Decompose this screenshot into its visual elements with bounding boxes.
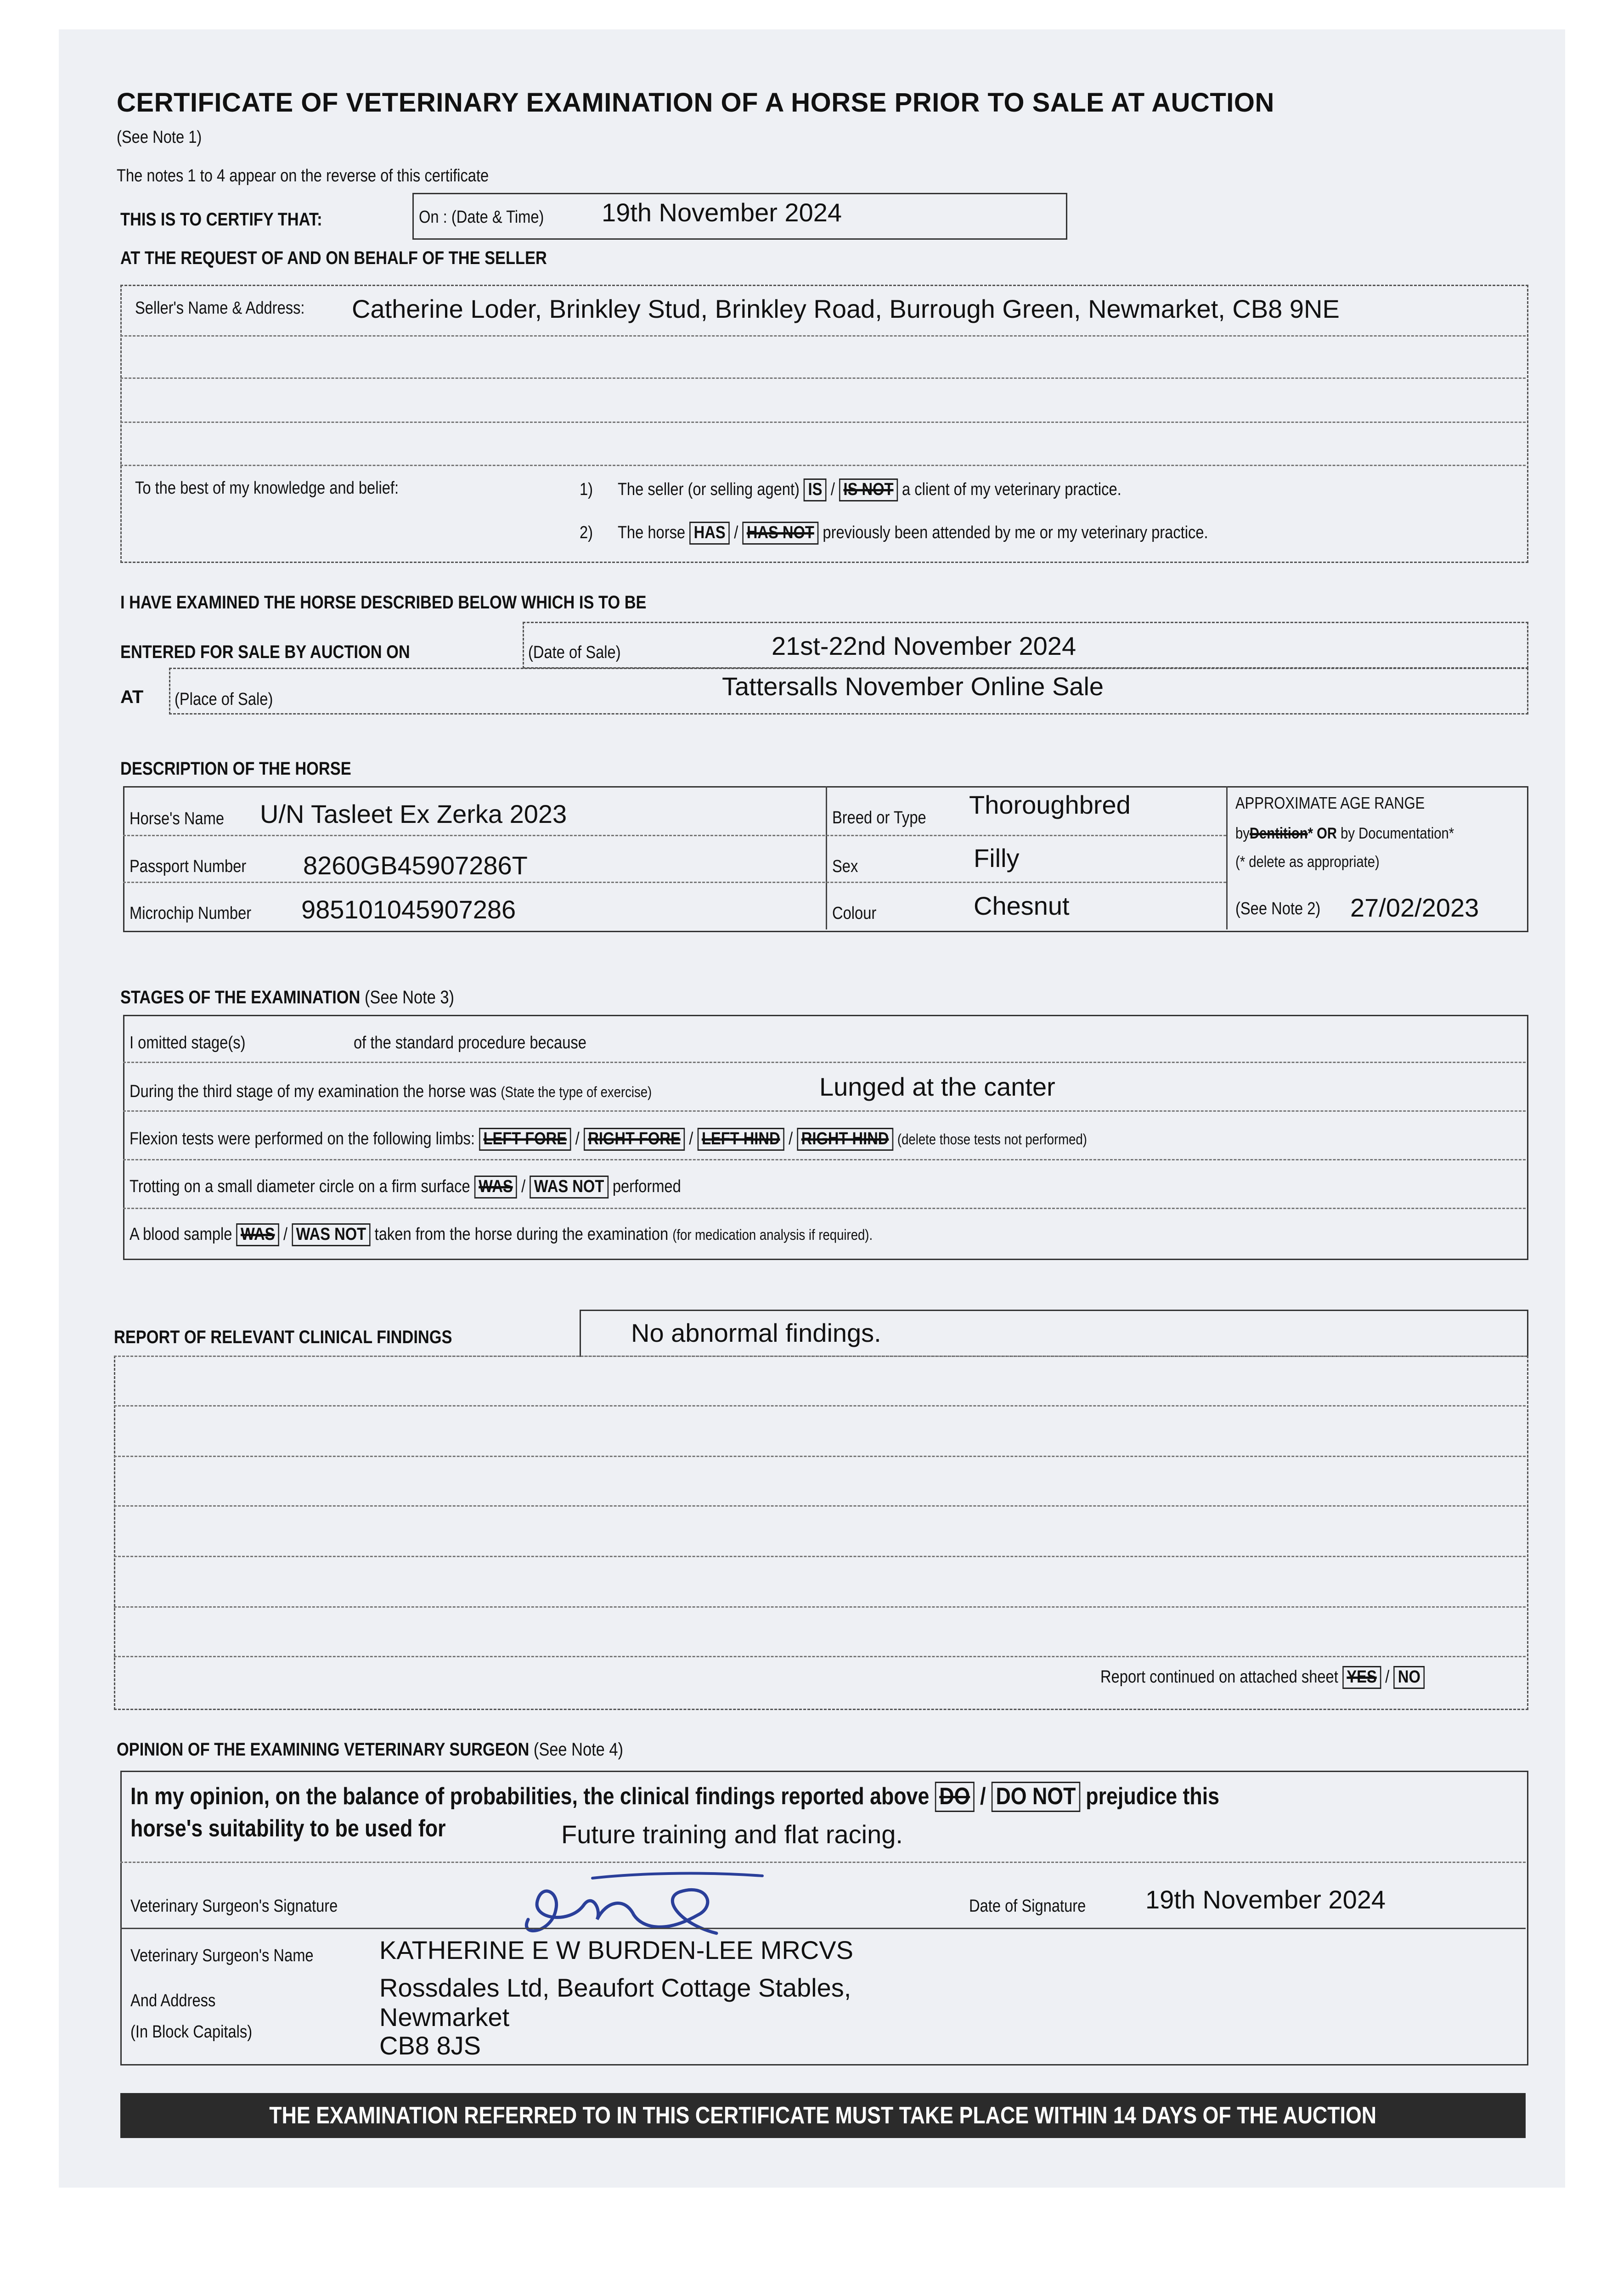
item2-post: previously been attended by me or my veterinary practice.	[823, 523, 1208, 542]
opinion-do-option[interactable]: DO	[935, 1782, 975, 1812]
flexion-slash-3: /	[789, 1129, 793, 1148]
blood-slash: /	[283, 1225, 288, 1244]
at-label: AT	[120, 687, 144, 707]
age-method-row	[1235, 825, 1454, 843]
date-signature-value: 19th November 2024	[1145, 1885, 1386, 1914]
horse-name-value: U/N Tasleet Ex Zerka 2023	[260, 799, 567, 828]
date-of-sale-label: (Date of Sale)	[528, 643, 621, 662]
opinion-line-2: horse's suitability to be used for	[130, 1815, 446, 1842]
knowledge-label: To the best of my knowledge and belief:	[135, 478, 399, 498]
age-dentition-option[interactable]: Dentition	[1249, 825, 1308, 842]
flexion-row	[130, 1128, 1087, 1151]
age-heading: APPROXIMATE AGE RANGE	[1235, 793, 1425, 812]
item1-row	[580, 478, 1121, 501]
on-label: On : (Date & Time)	[419, 208, 544, 227]
age-documentation-option[interactable]: by Documentation*	[1341, 825, 1454, 842]
item2-text: The horse	[617, 523, 686, 542]
signature-label: Veterinary Surgeon's Signature	[130, 1896, 338, 1916]
trotting-label: Trotting on a small diameter circle on a firm surface	[130, 1177, 470, 1196]
seller-line-3	[120, 422, 1526, 423]
third-stage-hint: (State the type of exercise)	[501, 1084, 652, 1100]
address-line-1: Rossdales Ltd, Beaufort Cottage Stables,	[379, 1973, 851, 2002]
certify-label: THIS IS TO CERTIFY THAT:	[120, 209, 322, 230]
opinion-line1-post: prejudice this	[1086, 1783, 1220, 1810]
flexion-slash-1: /	[575, 1129, 580, 1148]
signature-mark	[514, 1864, 772, 1942]
trotting-was-option[interactable]: WAS	[474, 1176, 517, 1199]
address-label-1: And Address	[130, 1991, 216, 2010]
opinion-line1-pre: In my opinion, on the balance of probabilities, the clinical findings reported above	[130, 1783, 930, 1810]
breed-value: Thoroughbred	[969, 790, 1131, 819]
stages-line-4	[123, 1208, 1526, 1209]
seller-line-1	[120, 335, 1526, 337]
microchip-label: Microchip Number	[130, 904, 252, 923]
trotting-row	[130, 1176, 681, 1199]
horse-name-label: Horse's Name	[130, 809, 225, 828]
blood-hint: (for medication analysis if required).	[672, 1227, 873, 1243]
third-stage-row	[130, 1082, 652, 1102]
report-heading: REPORT OF RELEVANT CLINICAL FINDINGS	[114, 1327, 452, 1347]
description-divider-1	[826, 786, 827, 929]
flexion-label: Flexion tests were performed on the following limbs:	[130, 1129, 475, 1148]
stages-line-1	[123, 1062, 1526, 1063]
notes-line: The notes 1 to 4 appear on the reverse of this certificate	[117, 166, 489, 186]
date-of-sale-value: 21st-22nd November 2024	[772, 631, 1076, 660]
report-value: No abnormal findings.	[631, 1318, 881, 1347]
sex-value: Filly	[974, 844, 1020, 872]
blood-row	[130, 1223, 873, 1246]
on-value: 19th November 2024	[602, 198, 842, 227]
trotting-slash: /	[521, 1177, 526, 1196]
blood-was-option[interactable]: WAS	[237, 1223, 279, 1246]
vet-name-value: KATHERINE E W BURDEN-LEE MRCVS	[379, 1936, 853, 1964]
signature-divider	[120, 1928, 1526, 1929]
age-delete-note: (* delete as appropriate)	[1235, 853, 1380, 871]
age-or: * OR	[1307, 825, 1337, 842]
item2-row	[580, 522, 1208, 545]
opinion-note: (See Note 4)	[533, 1739, 623, 1760]
item1-post: a client of my veterinary practice.	[902, 480, 1121, 499]
continued-no-option[interactable]: NO	[1393, 1666, 1425, 1689]
description-row-line-2	[123, 882, 1226, 883]
flexion-post: (delete those tests not performed)	[897, 1131, 1087, 1148]
seller-line-4	[120, 465, 1526, 466]
stages-heading-row	[120, 987, 454, 1008]
request-label: AT THE REQUEST OF AND ON BEHALF OF THE SELLER	[120, 248, 547, 268]
colour-label: Colour	[832, 904, 877, 923]
item1-slash: /	[830, 480, 835, 499]
passport-label: Passport Number	[130, 857, 247, 876]
stages-note: (See Note 3)	[364, 987, 454, 1007]
report-line-7	[114, 1656, 1526, 1657]
vet-name-label: Veterinary Surgeon's Name	[130, 1946, 314, 1965]
report-line-4	[114, 1505, 1526, 1507]
flexion-right-hind[interactable]: RIGHT HIND	[797, 1128, 893, 1151]
continued-row	[1100, 1666, 1425, 1689]
place-of-sale-label: (Place of Sale)	[175, 690, 273, 709]
third-stage-value: Lunged at the canter	[819, 1072, 1055, 1101]
opinion-line-1	[130, 1782, 1219, 1812]
stages-line-2	[123, 1110, 1526, 1112]
opinion-heading-row	[117, 1739, 623, 1760]
flexion-slash-2: /	[689, 1129, 693, 1148]
description-row-line-1	[123, 835, 1226, 836]
trotting-wasnot-option[interactable]: WAS NOT	[530, 1176, 608, 1199]
flexion-left-fore[interactable]: LEFT FORE	[479, 1128, 571, 1151]
flexion-left-hind[interactable]: LEFT HIND	[697, 1128, 784, 1151]
stages-heading: STAGES OF THE EXAMINATION	[120, 987, 361, 1007]
item1-number: 1)	[580, 480, 593, 499]
colour-value: Chesnut	[974, 891, 1070, 920]
passport-value: 8260GB45907286T	[303, 851, 528, 880]
address-line-3: CB8 8JS	[379, 2031, 481, 2060]
opinion-slash: /	[980, 1783, 986, 1810]
place-of-sale-value: Tattersalls November Online Sale	[722, 672, 1104, 701]
blood-wasnot-option[interactable]: WAS NOT	[292, 1223, 370, 1246]
item2-slash: /	[734, 523, 738, 542]
seller-label: Seller's Name & Address:	[135, 298, 305, 318]
opinion-donot-option[interactable]: DO NOT	[992, 1782, 1080, 1812]
description-divider-2	[1226, 786, 1228, 929]
trotting-post: performed	[612, 1177, 681, 1196]
item1-isnot-option[interactable]: IS NOT	[839, 478, 898, 501]
report-line-2	[114, 1405, 1526, 1407]
certificate-title: CERTIFICATE OF VETERINARY EXAMINATION OF A HORSE PRIOR TO SALE AT AUCTION	[117, 88, 1274, 118]
item2-number: 2)	[580, 523, 593, 542]
age-value: 27/02/2023	[1350, 893, 1479, 922]
address-line-2: Newmarket	[379, 2003, 510, 2032]
blood-post: taken from the horse during the examination	[374, 1225, 669, 1244]
deadline-banner-text: THE EXAMINATION REFERRED TO IN THIS CERTIFICATE MUST TAKE PLACE WITHIN 14 DAYS OF THE AUCTION	[269, 2102, 1377, 2129]
report-line-5	[114, 1556, 1526, 1557]
omitted-label: I omitted stage(s)	[130, 1033, 246, 1052]
see-note-1: (See Note 1)	[117, 128, 202, 147]
stages-line-3	[123, 1159, 1526, 1160]
opinion-heading: OPINION OF THE EXAMINING VETERINARY SURGEON	[117, 1739, 530, 1760]
omitted-post: of the standard procedure because	[354, 1033, 586, 1052]
flexion-right-fore[interactable]: RIGHT FORE	[584, 1128, 685, 1151]
report-line-1	[114, 1356, 1526, 1357]
breed-label: Breed or Type	[832, 808, 926, 827]
date-signature-label: Date of Signature	[969, 1896, 1086, 1916]
age-by: by	[1235, 825, 1250, 842]
item2-has-option[interactable]: HAS	[689, 522, 730, 545]
sex-label: Sex	[832, 857, 858, 876]
third-stage-label: During the third stage of my examination the horse was	[130, 1082, 497, 1101]
microchip-value: 985101045907286	[301, 895, 516, 924]
examined-line: I HAVE EXAMINED THE HORSE DESCRIBED BELOW WHICH IS TO BE	[120, 592, 647, 613]
blood-label: A blood sample	[130, 1225, 232, 1244]
address-label-2: (In Block Capitals)	[130, 2022, 253, 2042]
continued-yes-option[interactable]: YES	[1342, 1666, 1381, 1689]
report-line-3	[114, 1456, 1526, 1457]
description-heading: DESCRIPTION OF THE HORSE	[120, 759, 351, 779]
age-see-note: (See Note 2)	[1235, 899, 1321, 918]
item1-is-option[interactable]: IS	[804, 478, 827, 501]
item2-hasnot-option[interactable]: HAS NOT	[742, 522, 818, 545]
deadline-banner	[120, 2093, 1526, 2138]
seller-line-2	[120, 377, 1526, 379]
opinion-value: Future training and flat racing.	[561, 1820, 903, 1849]
report-line-6	[114, 1606, 1526, 1608]
opinion-divider	[120, 1862, 1526, 1863]
entered-label: ENTERED FOR SALE BY AUCTION ON	[120, 642, 410, 662]
continued-slash: /	[1385, 1667, 1390, 1687]
item1-text: The seller (or selling agent)	[617, 480, 800, 499]
continued-label: Report continued on attached sheet	[1100, 1667, 1338, 1687]
seller-value: Catherine Loder, Brinkley Stud, Brinkley Road, Burrough Green, Newmarket, CB8 9NE	[352, 294, 1340, 323]
